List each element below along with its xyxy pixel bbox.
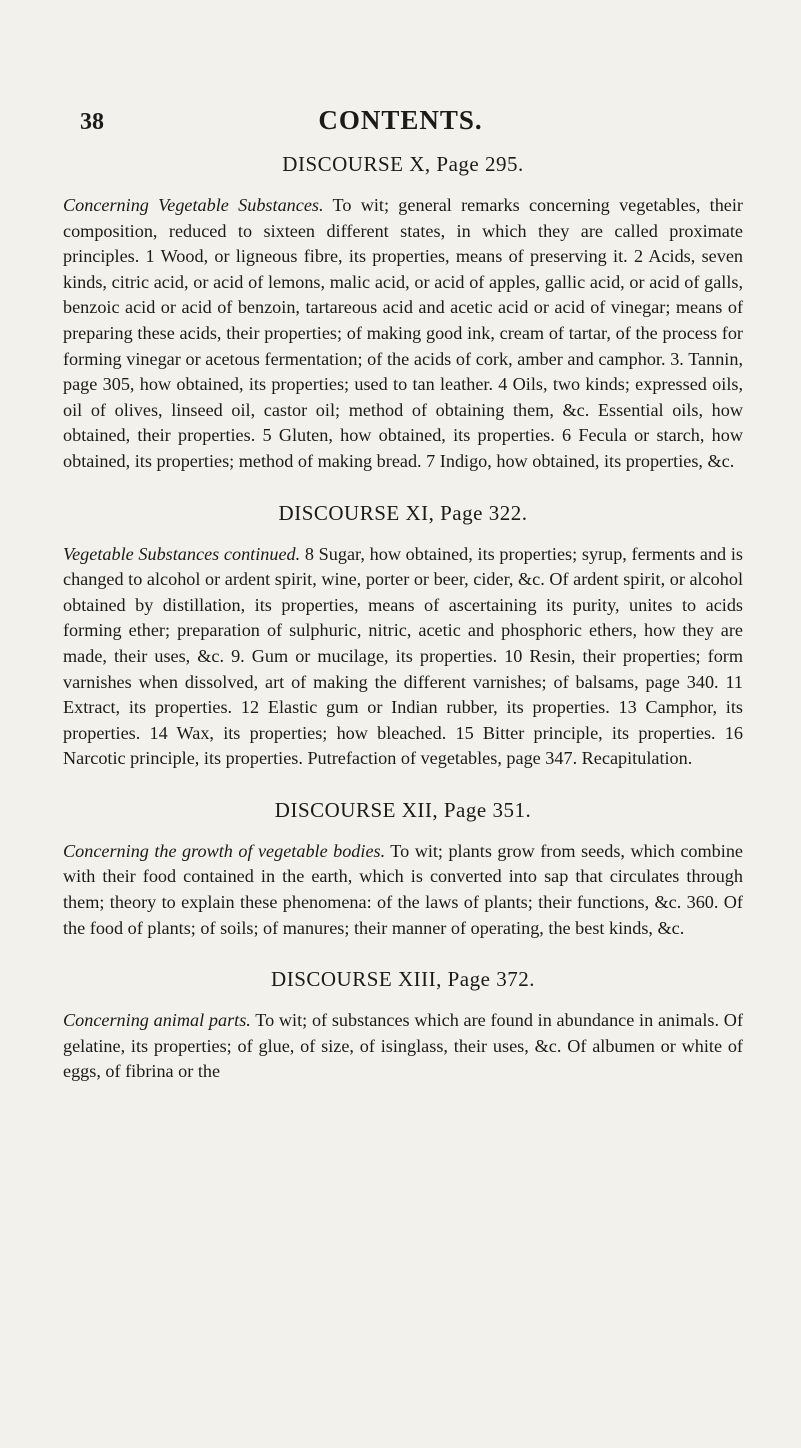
section-lead: Concerning animal parts. (63, 1010, 251, 1031)
section-lead: Concerning Vegetable Substances. (63, 195, 324, 215)
section-text: 8 Sugar, how obtained, its properties; syrup, ferments and is changed to alcohol or ardent spirit, wine, porter or beer, cider, &c. Of ardent spirit, or alcohol obtained by distillation, its properties, means of ascertaining its purity, unites to acids forming ether; preparation of sulphuric, nitric, acetic and phosphoric ethers, how they are made, their uses, &c. 9. Gum or mucilage, its properties. 10 Resin, their properties; form varnishes when dissolved, art of making the different varnishes; of balsams, page 340. 11 Extract, its properties. 12 Elastic gum or Indian rubber, its properties. 13 Camphor, its properties. 14 Wax, its properties; how bleached. 15 Bitter principle, its properties. 16 Narcotic principle, its properties. Putrefaction of vegetables, page 347. Recapitulation. (63, 543, 743, 769)
section-summary (63, 193, 743, 475)
section-text: To wit; plants grow from seeds, which combine with their food contained in the earth, which is converted into sap that circulates through them; theory to explain these phenomena: of the laws of plants; their functions, &c. 360. Of the food of plants; of soils; of manures; their manner of operating, the best kinds, &c. (63, 840, 743, 938)
section-summary (63, 1008, 743, 1085)
discourse-x (63, 152, 743, 475)
section-heading: DISCOURSE X, Page 295. (282, 152, 524, 176)
section-heading: DISCOURSE XI, Page 322. (278, 500, 528, 525)
section-lead: Vegetable Substances continued. (63, 543, 301, 564)
running-head: CONTENTS. (318, 105, 483, 135)
discourse-xiii (63, 967, 743, 1085)
discourse-xi (63, 501, 743, 772)
section-heading: DISCOURSE XIII, Page 372. (271, 967, 535, 992)
discourse-xii (63, 798, 743, 941)
section-summary (63, 839, 743, 941)
section-summary (63, 542, 743, 772)
page-number: 38 (80, 109, 104, 135)
contents-body (63, 152, 743, 1111)
section-heading: DISCOURSE XII, Page 351. (274, 797, 532, 822)
section-text: To wit; of substances which are found in abundance in animals. Of gelatine, its properties; of glue, of size, of isinglass, their uses, &c. Of albumen or white of eggs, of fibrina or the (63, 1010, 743, 1082)
page-header (0, 105, 801, 139)
section-lead: Concerning the growth of vegetable bodies. (63, 840, 386, 861)
section-text: To wit; general remarks concerning vegetables, their composition, reduced to sixteen different states, in which they are called proximate principles. 1 Wood, or ligneous fibre, its properties, means of preserving it. 2 Acids, seven kinds, citric acid, or acid of lemons, malic acid, or acid of apples, gallic acid, or acid of galls, benzoic acid or acid of benzoin, tartareous acid and acetic acid or acid of vinegar; means of preparing these acids, their properties; of making good ink, cream of tartar, of the process for forming vinegar or acetous fermentation; of the acids of cork, amber and camphor. 3. Tannin, page 305, how obtained, its properties; used to tan leather. 4 Oils, two kinds; expressed oils, oil of olives, linseed oil, castor oil; method of obtaining them, &c. Essential oils, how obtained, their properties. 5 Gluten, how obtained, its properties. 6 Fecula or starch, how obtained, its properties; method of making bread. 7 Indigo, how obtained, its properties, &c. (63, 195, 743, 471)
